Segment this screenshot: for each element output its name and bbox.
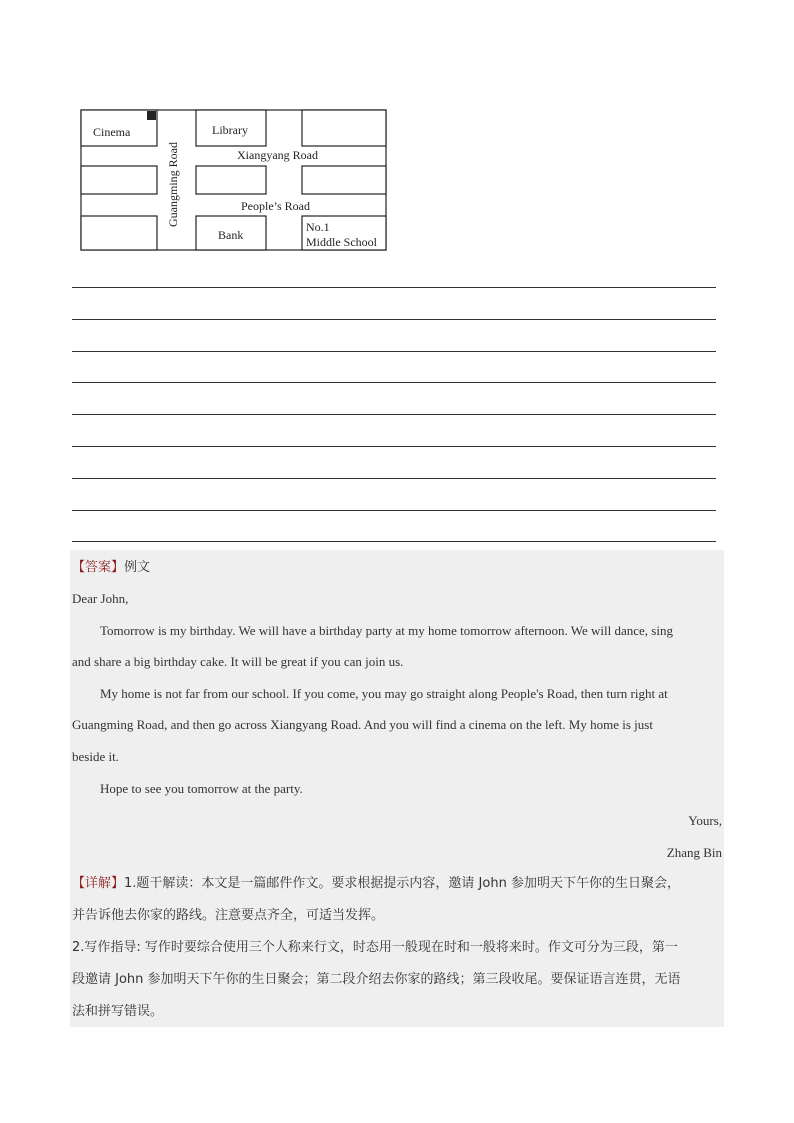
letter-closing: Yours, (688, 813, 722, 828)
block-left-2 (81, 166, 157, 194)
writing-line (72, 446, 716, 447)
letter-p3: Hope to see you tomorrow at the party. (100, 781, 303, 796)
home-marker (147, 111, 156, 120)
label-school-line1: No.1 (306, 220, 330, 234)
label-bank: Bank (218, 228, 244, 242)
writing-line (72, 382, 716, 383)
writing-line (72, 478, 716, 479)
block-left-3 (81, 216, 157, 250)
letter-salutation: Dear John, (72, 591, 129, 606)
writing-line (72, 510, 716, 511)
detail-line3: 2.写作指导: 写作时要综合使用三个人称来行文，时态用一般现在时和一般将来时。作文可分为三段，第一 (72, 940, 678, 955)
label-guangming-road: Guangming Road (166, 142, 180, 227)
block-middle-2 (196, 166, 266, 194)
writing-line (72, 319, 716, 320)
writing-line (72, 414, 716, 415)
letter-p2-line3: beside it. (72, 749, 119, 764)
detail-line2: 并告诉他去你家的路线。注意要点齐全，可适当发挥。 (72, 908, 385, 923)
answer-heading (72, 551, 724, 582)
street-map (80, 109, 387, 251)
letter-p2-line1: My home is not far from our school. If you come, you may go straight along People's Road, then turn right at (100, 686, 668, 701)
detail-line4: 段邀请 John 参加明天下午你的生日聚会；第二段介绍去你家的路线；第三段收尾。要保证语言连贯，无语 (72, 972, 681, 987)
label-library: Library (212, 123, 248, 137)
label-school-line2: Middle School (306, 235, 377, 249)
detail-text-1: 1.题干解读：本文是一篇邮件作文。要求根据提示内容，邀请 John 参加明天下午你的生日聚会， (124, 876, 680, 891)
detail-line1 (72, 868, 724, 899)
writing-line (72, 351, 716, 352)
letter-signature: Zhang Bin (666, 845, 722, 860)
street-map-drawing (80, 109, 387, 251)
detail-tag: 【详解】 (72, 876, 125, 891)
letter-p2-line2: Guangming Road, and then go across Xiangyang Road. And you will find a cinema on the left. My home is just (72, 717, 653, 732)
letter-p1-line1: Tomorrow is my birthday. We will have a birthday party at my home tomorrow afternoon. We will dance, sing (100, 623, 673, 638)
block-right-2 (302, 166, 386, 194)
block-right-1 (302, 110, 386, 146)
letter-p1-line2: and share a big birthday cake. It will be great if you can join us. (72, 654, 404, 669)
detail-line5: 法和拼写错误。 (72, 1004, 164, 1019)
label-xiangyang-road: Xiangyang Road (237, 148, 318, 162)
writing-line (72, 541, 716, 542)
label-peoples-road: People’s Road (241, 199, 310, 213)
writing-line (72, 287, 716, 288)
answer-tag: 【答案】 (72, 560, 125, 575)
label-cinema: Cinema (93, 125, 131, 139)
answer-label: 例文 (124, 560, 151, 575)
